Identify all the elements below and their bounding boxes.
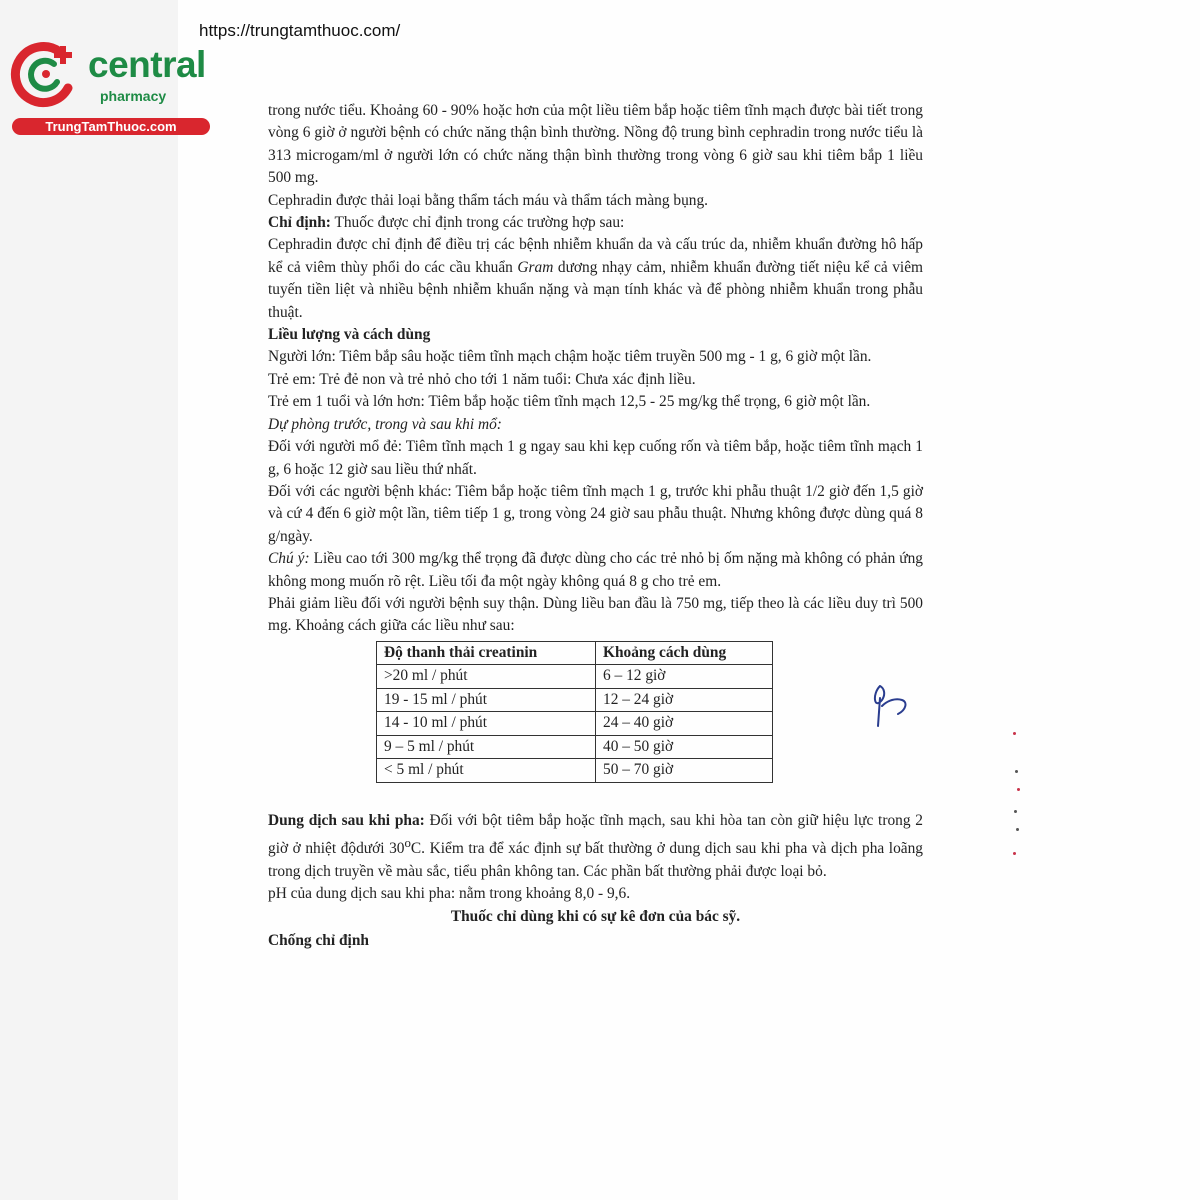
spacer bbox=[268, 783, 923, 810]
artifact-dot bbox=[1015, 770, 1018, 773]
site-badge: TrungTamThuoc.com bbox=[12, 118, 210, 135]
dosage-heading: Liều lượng và cách dùng bbox=[268, 326, 431, 344]
handwritten-signature bbox=[868, 680, 918, 730]
table-cell: 14 - 10 ml / phút bbox=[377, 712, 596, 736]
scan-artifacts bbox=[1005, 730, 1025, 860]
table-header-row bbox=[377, 641, 773, 665]
table-row bbox=[377, 688, 773, 712]
source-url[interactable]: https://trungtamthuoc.com/ bbox=[199, 21, 401, 40]
indication-label: Chỉ định: bbox=[268, 214, 331, 232]
indication-paragraph bbox=[268, 234, 923, 324]
excretion-paragraph: trong nước tiểu. Khoảng 60 - 90% hoặc hơn của một liều tiêm bắp hoặc tiêm tĩnh mạch được bài tiết trong vòng 6 giờ ở người bệnh có chức năng thận bình thường. Nồng độ trung bình cephradin trong nước tiểu là 313 microgam/ml ở người lớn có chức năng thận bình thường trong vòng 6 giờ sau khi tiêm bắp 1 liều 500 mg. bbox=[268, 102, 923, 187]
cesarean-dose: Đối với người mổ đẻ: Tiêm tĩnh mạch 1 g ngay sau khi kẹp cuống rốn và tiêm bắp, hoặc tiêm tĩnh mạch 1 g, 6 hoặc 12 giờ sau liều thứ nhất. bbox=[268, 438, 923, 478]
other-patients-dose: Đối với các người bệnh khác: Tiêm bắp hoặc tiêm tĩnh mạch 1 g, trước khi phẫu thuật 1/2 giờ đến 1,5 giờ và cứ 4 đến 6 giờ một lần, tiêm tiếp 1 g, trong vòng 24 giờ sau phẫu thuật. Nhưng không được dùng quá 8 g/ngày. bbox=[268, 482, 923, 545]
solution-text-b: C. Kiểm tra để xác định sự bất thường ở dung dịch sau khi pha và dịch pha loãng trong dịch truyền về màu sắc, tiểu phân không tan. Các phần bất thường phải được loại bỏ. bbox=[268, 840, 923, 880]
artifact-dot bbox=[1016, 828, 1019, 831]
degree-mark: o bbox=[404, 836, 411, 851]
table-cell: < 5 ml / phút bbox=[377, 759, 596, 783]
adult-dose: Người lớn: Tiêm bắp sâu hoặc tiêm tĩnh mạch chậm hoặc tiêm truyền 500 mg - 1 g, 6 giờ một lần. bbox=[268, 348, 872, 366]
leaflet-text bbox=[268, 100, 923, 952]
solution-paragraph bbox=[268, 810, 923, 883]
indication-text: Thuốc được chỉ định trong các trường hợp sau: bbox=[330, 214, 625, 232]
solution-label: Dung dịch sau khi pha: bbox=[268, 811, 425, 829]
child-dose-older: Trẻ em 1 tuổi và lớn hơn: Tiêm bắp hoặc tiêm tĩnh mạch 12,5 - 25 mg/kg thể trọng, 6 giờ một lần. bbox=[268, 393, 871, 411]
note-label: Chú ý: bbox=[268, 550, 310, 568]
prophylaxis-heading: Dự phòng trước, trong và sau khi mổ: bbox=[268, 415, 502, 433]
table-row bbox=[377, 759, 773, 783]
note-paragraph bbox=[268, 548, 923, 593]
renal-paragraph: Phải giảm liều đối với người bệnh suy thận. Dùng liều ban đầu là 750 mg, tiếp theo là các liều duy trì 500 mg. Khoảng cách giữa các liều như sau: bbox=[268, 594, 923, 635]
table-row bbox=[377, 665, 773, 689]
table-cell: 19 - 15 ml / phút bbox=[377, 688, 596, 712]
prescription-notice: Thuốc chỉ dùng khi có sự kê đơn của bác sỹ. bbox=[450, 907, 741, 925]
ph-line: pH của dung dịch sau khi pha: nằm trong khoảng 8,0 - 9,6. bbox=[268, 885, 631, 903]
pharmacy-logo-icon bbox=[10, 38, 82, 110]
table-cell: 6 – 12 giờ bbox=[596, 665, 773, 689]
solution-text-a: Đối với bột tiêm bắp hoặc tĩnh mạch, sau khi hòa tan còn giữ hiệu lực trong 2 giờ ở nhiệt độdưới 30 bbox=[268, 811, 924, 858]
indication-text-a: Cephradin được chỉ định để điều trị các bệnh nhiễm khuẩn da và cấu trúc da, nhiễm khuẩn đường hô hấp kể cả viêm thùy phổi do các cầu khuẩn bbox=[268, 236, 923, 276]
table-cell: 12 – 24 giờ bbox=[596, 688, 773, 712]
pharmacy-logo[interactable] bbox=[10, 38, 215, 138]
renal-dose-table bbox=[376, 641, 773, 783]
indication-text-b: dương nhạy cảm, nhiễm khuẩn đường tiết niệu kể cả viêm tuyến tiền liệt và nhiều bệnh nhiễm khuẩn nặng và mạn tính khác và để phòng nhiễm khuẩn trong phẫu thuật. bbox=[268, 258, 923, 321]
artifact-dot bbox=[1013, 732, 1016, 735]
artifact-dot bbox=[1017, 788, 1020, 791]
brand-name: central bbox=[88, 44, 206, 85]
child-dose-infant: Trẻ em: Trẻ đẻ non và trẻ nhỏ cho tới 1 năm tuổi: Chưa xác định liều. bbox=[268, 370, 696, 388]
table-cell: 50 – 70 giờ bbox=[596, 759, 773, 783]
indication-line bbox=[268, 212, 923, 234]
artifact-dot bbox=[1013, 852, 1016, 855]
table-row bbox=[377, 712, 773, 736]
artifact-dot bbox=[1014, 810, 1017, 813]
gram-term: Gram bbox=[517, 258, 554, 276]
table-row bbox=[377, 735, 773, 759]
note-text: Liều cao tới 300 mg/kg thể trọng đã được dùng cho các trẻ nhỏ bị ốm nặng mà không có phản ứng không mong muốn rõ rệt. Liều tối đa một ngày không quá 8 g cho trẻ em. bbox=[268, 550, 923, 590]
table-cell: >20 ml / phút bbox=[377, 665, 596, 689]
table-cell: 24 – 40 giờ bbox=[596, 712, 773, 736]
brand-subtitle: pharmacy bbox=[100, 88, 167, 104]
table-cell: 9 – 5 ml / phút bbox=[377, 735, 596, 759]
table-header: Khoảng cách dùng bbox=[596, 641, 773, 665]
table-header: Độ thanh thải creatinin bbox=[377, 641, 596, 665]
table-cell: 40 – 50 giờ bbox=[596, 735, 773, 759]
contraindication-heading: Chống chỉ định bbox=[268, 931, 369, 949]
dialysis-paragraph: Cephradin được thải loại bằng thẩm tách máu và thẩm tách màng bụng. bbox=[268, 191, 709, 209]
